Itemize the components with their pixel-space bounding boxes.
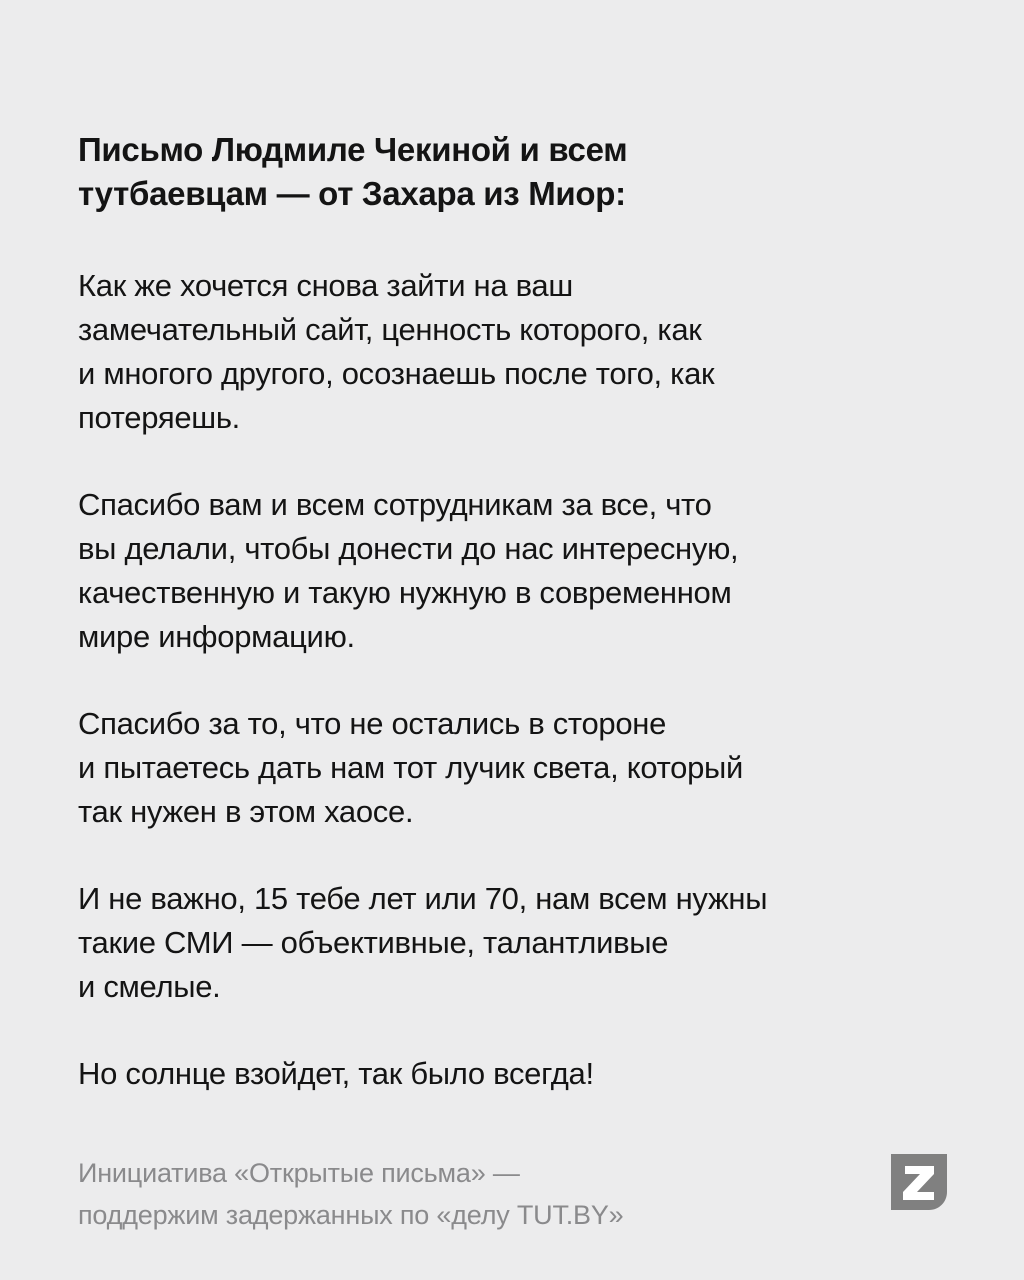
- letter-body: [78, 264, 958, 1139]
- paragraph-line: замечательный сайт, ценность которого, как: [78, 312, 702, 347]
- paragraph-line: и смелые.: [78, 969, 221, 1004]
- zerkalo-z-logo-icon: [889, 1152, 949, 1212]
- heading-line: тутбаевцам — от Захара из Миор:: [78, 175, 626, 212]
- paragraph-line: мире информацию.: [78, 619, 355, 654]
- initiative-footer: [78, 1152, 838, 1236]
- footer-line: поддержим задержанных по «делу TUT.BY»: [78, 1200, 624, 1230]
- paragraph-line: потеряешь.: [78, 400, 240, 435]
- paragraph-line: так нужен в этом хаосе.: [78, 794, 414, 829]
- paragraph-line: Но солнце взойдет, так было всегда!: [78, 1056, 594, 1091]
- paragraph-line: И не важно, 15 тебе лет или 70, нам всем нужны: [78, 881, 768, 916]
- paragraph-line: и многого другого, осознаешь после того, как: [78, 356, 715, 391]
- footer-line: Инициатива «Открытые письма» —: [78, 1158, 520, 1188]
- letter-paragraph-2: [78, 483, 958, 659]
- letter-heading: [78, 128, 958, 216]
- paragraph-line: качественную и такую нужную в современном: [78, 575, 732, 610]
- heading-line: Письмо Людмиле Чекиной и всем: [78, 131, 628, 168]
- letter-paragraph-3: [78, 702, 958, 834]
- paragraph-line: Спасибо за то, что не остались в стороне: [78, 706, 667, 741]
- paragraph-line: Как же хочется снова зайти на ваш: [78, 268, 573, 303]
- paragraph-line: вы делали, чтобы донести до нас интересную,: [78, 531, 739, 566]
- letter-paragraph-4: [78, 877, 958, 1009]
- letter-paragraph-1: [78, 264, 958, 440]
- paragraph-line: такие СМИ — объективные, талантливые: [78, 925, 669, 960]
- paragraph-line: и пытаетесь дать нам тот лучик света, который: [78, 750, 744, 785]
- paragraph-line: Спасибо вам и всем сотрудникам за все, что: [78, 487, 712, 522]
- letter-paragraph-5: [78, 1052, 958, 1096]
